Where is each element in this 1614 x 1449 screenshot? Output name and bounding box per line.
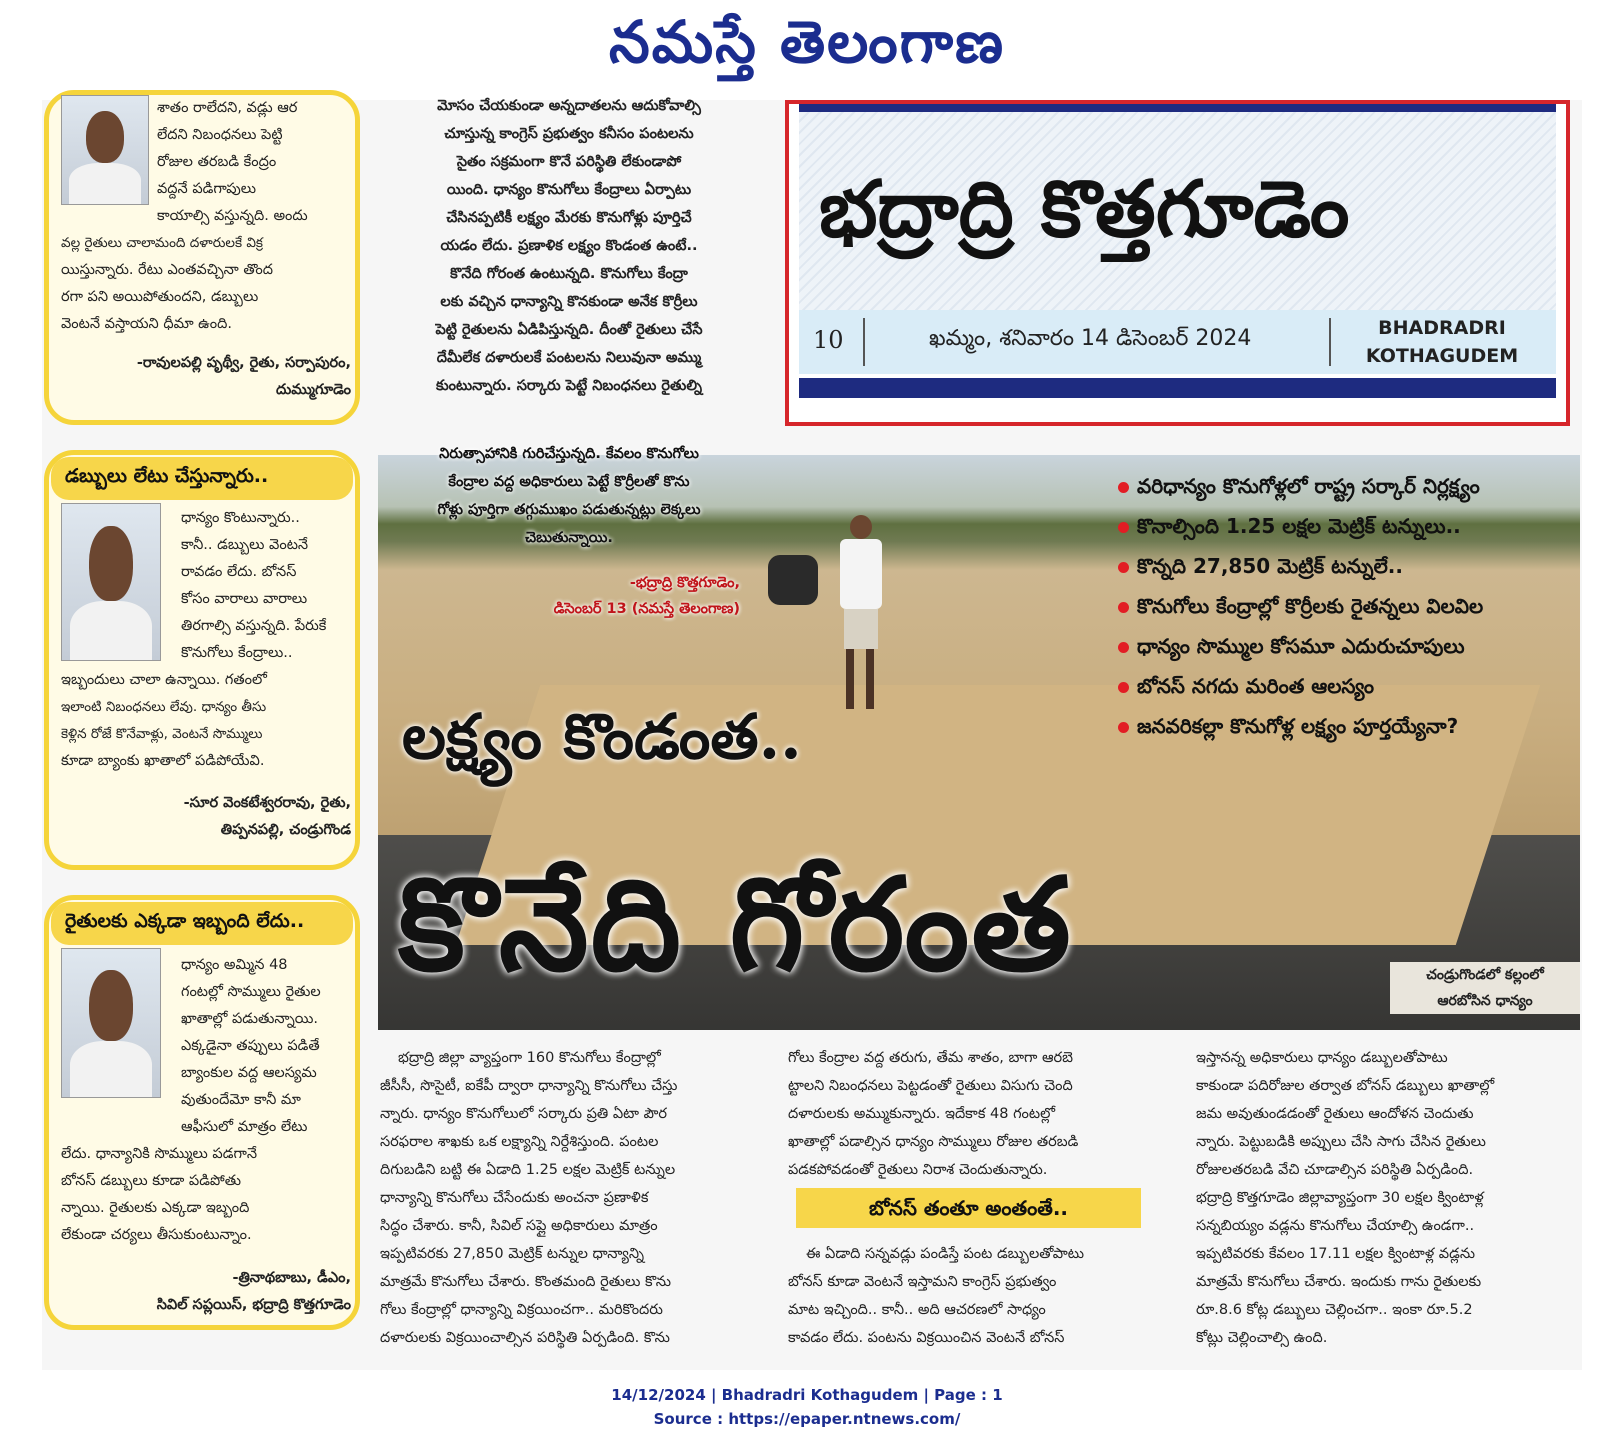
motorbike [768, 555, 818, 605]
edition-title: భద్రాద్రి కొత్తగూడెం [819, 164, 1350, 255]
footer-page-info: 14/12/2024 | Bhadradri Kothagudem | Page : 1 [611, 1386, 1003, 1404]
bottom-rule [799, 378, 1556, 398]
quote-text-1: శాతం రాలేదని, వడ్లు ఆర లేదని నిబంధనలు పెట్టి రోజుల తరబడి కేంద్రం వద్దనే పడిగాపులు కాయాల్సి వస్తున్నది. అందు వల్ల రైతులు చాలామంది దళారులకే విక్ర యిస్తున్నారు. రేటు ఎంతవచ్చినా తొంద రగా పని అయిపోతుందని, డబ్బులు వెంటనే వస్తాయని ధీమా ఉంది. [61, 100, 308, 332]
quote-box-1 [44, 90, 360, 425]
highlight-item: కొనుగోలు కేంద్రాల్లో కొర్రీలకు రైతన్నలు విలవిల [1118, 586, 1578, 626]
highlights-list [1118, 466, 1578, 746]
footer-source-link[interactable]: Source : https://epaper.ntnews.com/ [653, 1410, 961, 1428]
body-column-2b: ఈ ఏడాది సన్నవడ్లు పండిస్తే పంట డబ్బులతోపాటు బోనస్ కూడా వెంటనే ఇస్తామని కాంగ్రెస్ ప్రభుత్వం మాట ఇచ్చింది.. కానీ.. అది ఆచరణలో సాధ్యం కావడం లేదు. పంటను విక్రయించిన వెంటనే బోనస్ [788, 1246, 1084, 1346]
quote-title-2: డబ్బులు లేటు చేస్తున్నారు.. [51, 457, 353, 500]
quote-title-3: రైతులకు ఎక్కడా ఇబ్బంది లేదు.. [51, 902, 353, 945]
quote-signature-2: -సూర వెంకటేశ్వరరావు, రైతు, తిప్పనపల్లి, చండ్రుగొండ [183, 795, 351, 838]
body-column-2: గోలు కేంద్రాల వద్ద తరుగు, తేమ శాతం, బాగా ఆరబె ట్టాలని నిబంధనలు పెట్టడంతో రైతులు విసుగు చెంది దళారులకు అమ్ముకున్నారు. ఇదేకాక 48 గంటల్లో ఖాతాల్లో పడాల్సిన ధాన్యం సొమ్ములు రోజుల తరబడి పడకపోవడంతో రైతులు నిరాశ చెందుతున్నారు. [788, 1050, 1079, 1178]
highlight-item: కొనాల్సింది 1.25 లక్షల మెట్రిక్ టన్నులు.. [1118, 506, 1578, 546]
quote-signature-1: -రావులపల్లి పృథ్వీ, రైతు, సర్పాపురం, దుమ్ముగూడెం [136, 355, 351, 398]
intro-text: మోసం చేయకుండా అన్నదాతలను ఆదుకోవాల్సి చూస్తున్న కాంగ్రెస్ ప్రభుత్వం కనీసం పంటలను సైతం సక్రమంగా కొనే పరిస్థితి లేకుండాపో యింది. ధాన్యం కొనుగోలు కేంద్రాలు ఏర్పాటు చేసినప్పటికీ లక్ష్యం మేరకు కొనుగోళ్లు పూర్తిచే యడం లేదు. ప్రణాళిక లక్ష్యం కొండంత ఉంటే.. కొనేది గోరంత ఉంటున్నది. కొనుగోలు కేంద్రా లకు వచ్చిన ధాన్యాన్ని కొనకుండా అనేక కొర్రీలు పెట్టి రైతులను ఏడిపిస్తున్నది. దీంతో రైతులు చేసే దేమీలేక దళారులకే పంటలను నిలువునా అమ్ము కుంటున్నారు. సర్కారు పెట్టే నిబంధనలు రైతుల్ని [435, 98, 703, 394]
dateline: ఖమ్మం, శనివారం 14 డిసెంబర్ 2024 [929, 326, 1252, 351]
highlight-item: కొన్నది 27,850 మెట్రిక్ టన్నులే.. [1118, 546, 1578, 586]
divider [863, 318, 865, 366]
edition-english-name: BHADRADRI KOTHAGUDEM [1365, 317, 1519, 367]
headline-line2: కొనేది గోరంత [398, 850, 1073, 1000]
quote-text-3: ధాన్యం అమ్మిన 48 గంటల్లో సొమ్ములు రైతుల ఖాతాల్లో పడుతున్నాయి. ఎక్కడైనా తప్పులు పడితే బ్యాంకుల వద్ద ఆలస్యమ వుతుందేమో కానీ మా ఆఫీసులో మాత్రం లేటు లేదు. ధాన్యానికి సొమ్ములు పడగానే బోనస్ డబ్బులు కూడా పడిపోతు న్నాయి. రైతులకు ఎక్కడా ఇబ్బంది లేకుండా చర్యలు తీసుకుంటున్నాం. [61, 957, 321, 1243]
quote-box-3 [44, 895, 360, 1330]
highlight-item: బోనస్ నగదు మరింత ఆలస్యం [1118, 666, 1578, 706]
divider [1329, 318, 1331, 366]
farmer-figure [836, 515, 886, 715]
photo-caption: చండ్రుగొండలో కల్లంలో ఆరబోసిన ధాన్యం [1390, 962, 1580, 1014]
highlight-item: జనవరికల్లా కొనుగోళ్ల లక్ష్యం పూర్తయ్యేనా? [1118, 706, 1578, 746]
subhead-bonus: బోనస్ తంతూ అంతంతే.. [796, 1188, 1141, 1228]
headline-line1: లక్ష్యం కొండంత.. [402, 700, 802, 773]
intro-continued: నిరుత్సాహానికి గురిచేస్తున్నది. కేవలం కొనుగోలు కేంద్రాల వద్ద అధికారులు పెట్టే కొర్రీలతో కొను గోళ్లు పూర్తిగా తగ్గుముఖం పడుతున్నట్లు లెక్కలు చెబుతున్నాయి. [437, 446, 701, 546]
quote-text-2: ధాన్యం కొంటున్నారు.. కానీ.. డబ్బులు వెంటనే రావడం లేదు. బోనస్ కోసం వారాలు వారాలు తిరగాల్సి వస్తున్నది. పేరుకే కొనుగోలు కేంద్రాలు.. ఇబ్బందులు చాలా ఉన్నాయి. గతంలో ఇలాంటి నిబంధనలు లేవు. ధాన్యం తీసు కెళ్లిన రోజే కొనేవాళ్లు, వెంటనే సొమ్ములు కూడా బ్యాంకు ఖాతాలో పడిపోయేవి. [61, 510, 327, 769]
highlight-item: వరిధాన్యం కొనుగోళ్లలో రాష్ట్ర సర్కార్ నిర్లక్ష్యం [1118, 466, 1578, 506]
top-rule [799, 104, 1556, 112]
intro-dateline: -భద్రాద్రి కొత్తగూడెం, డిసెంబర్ 13 (నమస్తే తెలంగాణ) [553, 575, 740, 617]
highlight-item: ధాన్యం సొమ్ముల కోసమూ ఎదురుచూపులు [1118, 626, 1578, 666]
body-column-1: భద్రాద్రి జిల్లా వ్యాప్తంగా 160 కొనుగోలు కేంద్రాల్లో జీసీసీ, సొసైటీ, ఐకేపీ ద్వారా ధాన్యాన్ని కొనుగోలు చేస్తు న్నారు. ధాన్యం కొనుగోలులో సర్కారు ప్రతి ఏటా పౌర సరఫరాల శాఖకు ఒక లక్ష్యాన్ని నిర్దేశిస్తుంది. పంటల దిగుబడిని బట్టి ఈ ఏడాది 1.25 లక్షల మెట్రిక్ టన్నుల ధాన్యాన్ని కొనుగోలు చేసేందుకు అంచనా ప్రణాళిక సిద్ధం చేశారు. కానీ, సివిల్ సప్లై అధికారులు మాత్రం ఇప్పటివరకు 27,850 మెట్రిక్ టన్నుల ధాన్యాన్ని మాత్రమే కొనుగోలు చేశారు. కొంతమంది రైతులు కొను గోలు కేంద్రాల్లో ధాన్యాన్ని విక్రయించగా.. మరికొందరు దళారులకు విక్రయించాల్సిన పరిస్థితి ఏర్పడింది. కొను [380, 1050, 678, 1346]
edition-header [785, 100, 1570, 426]
page-number: 10 [813, 326, 844, 354]
body-column-3: ఇస్తానన్న అధికారులు ధాన్యం డబ్బులతోపాటు కాకుండా పదిరోజుల తర్వాత బోనస్ డబ్బులు ఖాతాల్లో జమ అవుతుండడంతో రైతులు ఆందోళన చెందుతు న్నారు. పెట్టుబడికి అప్పులు చేసి సాగు చేసిన రైతులు రోజులతరబడి వేచి చూడాల్సిన పరిస్థితి ఏర్పడింది. భద్రాద్రి కొత్తగూడెం జిల్లావ్యాప్తంగా 30 లక్షల క్వింటాళ్ల సన్నబియ్యం వడ్లను కొనుగోలు చేయాల్సి ఉండగా.. ఇప్పటివరకు కేవలం 17.11 లక్షల క్వింటాళ్ల వడ్లను మాత్రమే కొనుగోలు చేశారు. ఇందుకు గాను రైతులకు రూ.8.6 కోట్ల డబ్బులు చెల్లించగా.. ఇంకా రూ.5.2 కోట్లు చెల్లించాల్సి ఉంది. [1196, 1050, 1495, 1346]
newspaper-masthead: నమస్తే తెలంగాణ [609, 8, 1005, 76]
quote-box-2 [44, 450, 360, 870]
quote-signature-3: -త్రినాథబాబు, డీఎం, సివిల్ సప్లయిస్, భద్రాద్రి కొత్తగూడెం [156, 1270, 351, 1313]
